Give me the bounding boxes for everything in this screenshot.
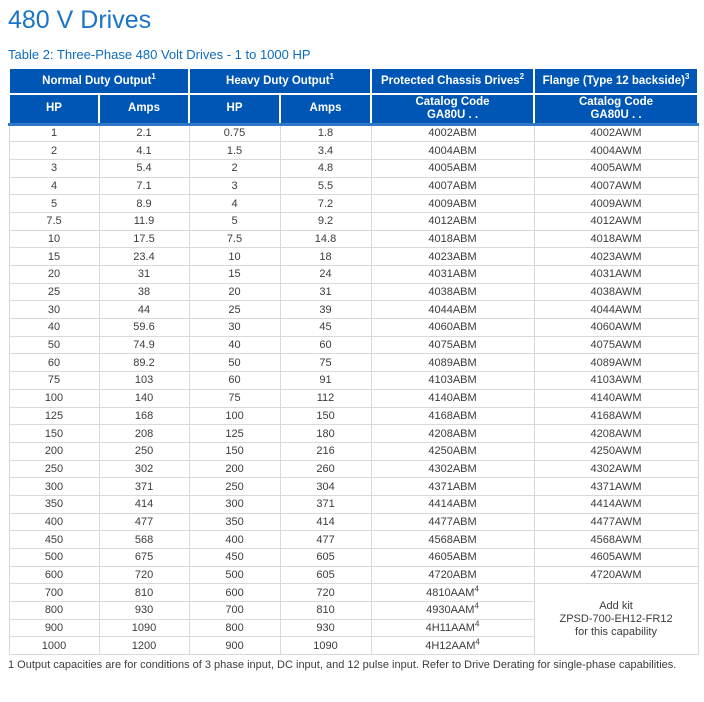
cell-protected-code: 4810AAM$^4$ [371,584,534,602]
footnote-marker: 1 [329,72,334,82]
cell-protected-code: 4250ABM [371,442,534,460]
table-row [9,283,698,301]
cell-hd-amps: 260 [280,460,371,478]
cell-hd-amps: 5.5 [280,177,371,195]
cell-hd-amps: 14.8 [280,230,371,248]
table-row [9,425,698,443]
col-header-protected-code [371,94,534,124]
group-header-heavy-duty [189,68,371,94]
cell-nd-hp: 900 [9,619,99,637]
cell-nd-hp: 150 [9,425,99,443]
cell-hd-hp: 3 [189,177,280,195]
cell-nd-hp: 600 [9,566,99,584]
cell-hd-amps: 1090 [280,637,371,655]
cell-nd-amps: 59.6 [99,319,189,337]
cell-nd-hp: 500 [9,549,99,567]
cell-flange-code: 4012AWM [534,212,698,230]
cell-nd-amps: 89.2 [99,354,189,372]
cell-nd-amps: 371 [99,478,189,496]
cell-hd-hp: 30 [189,319,280,337]
col-header-line1: Catalog Code [415,95,490,108]
footnote-marker: 4 [474,601,479,611]
cell-hd-hp: 800 [189,619,280,637]
group-label: Protected Chassis Drives [380,75,520,87]
group-header-flange [534,68,698,94]
cell-protected-code: 4103ABM [371,372,534,390]
table-row [9,549,698,567]
cell-hd-amps: 3.4 [280,142,371,160]
cell-hd-amps: 39 [280,301,371,319]
col-header-flange-code [534,94,698,124]
cell-nd-amps: 7.1 [99,177,189,195]
cell-hd-amps: 9.2 [280,212,371,230]
cell-flange-code: 4720AWM [534,566,698,584]
flange-merged-cell [534,584,698,655]
cell-hd-amps: 4.8 [280,159,371,177]
cell-hd-hp: 7.5 [189,230,280,248]
cell-hd-amps: 930 [280,619,371,637]
table-row [9,301,698,319]
col-header-hd-hp: HP [189,94,280,124]
group-header-normal-duty [9,68,189,94]
cell-flange-code: 4060AWM [534,319,698,337]
cell-nd-amps: 930 [99,602,189,620]
cell-hd-amps: 7.2 [280,195,371,213]
table-row [9,319,698,337]
cell-nd-hp: 50 [9,336,99,354]
cell-hd-amps: 371 [280,495,371,513]
table-caption: Table 2: Three-Phase 480 Volt Drives - 1 to 1000 HP [8,47,311,62]
cell-protected-code: 4371ABM [371,478,534,496]
cell-hd-amps: 605 [280,566,371,584]
cell-nd-hp: 1 [9,124,99,142]
cell-nd-hp: 7.5 [9,212,99,230]
cell-nd-amps: 168 [99,407,189,425]
cell-protected-code: 4208ABM [371,425,534,443]
cell-hd-hp: 1.5 [189,142,280,160]
cell-nd-amps: 11.9 [99,212,189,230]
cell-flange-code: 4250AWM [534,442,698,460]
cell-hd-amps: 1.8 [280,124,371,142]
footnote-marker: 4 [474,619,480,629]
col-header-nd-hp: HP [9,94,99,124]
cell-hd-amps: 60 [280,336,371,354]
table-row [9,372,698,390]
cell-hd-amps: 150 [280,407,371,425]
cell-flange-code: 4038AWM [534,283,698,301]
cell-hd-amps: 112 [280,389,371,407]
cell-nd-amps: 675 [99,549,189,567]
cell-protected-code: 4089ABM [371,354,534,372]
cell-nd-amps: 1090 [99,619,189,637]
table-row [9,159,698,177]
table-row [9,124,698,142]
cell-nd-hp: 300 [9,478,99,496]
footnote-marker: 4 [475,637,480,647]
cell-hd-hp: 300 [189,495,280,513]
cell-protected-code: 4720ABM [371,566,534,584]
cell-flange-code: 4477AWM [534,513,698,531]
table-header [9,68,698,124]
cell-hd-hp: 40 [189,336,280,354]
cell-protected-code: 4060ABM [371,319,534,337]
cell-flange-code: 4023AWM [534,248,698,266]
cell-protected-code: 4477ABM [371,513,534,531]
col-header-line2: GA80U . . [426,108,479,121]
footnote-marker: 1 [151,72,156,82]
cell-nd-hp: 3 [9,159,99,177]
cell-hd-hp: 700 [189,602,280,620]
cell-protected-code: 4044ABM [371,301,534,319]
cell-protected-code: 4568ABM [371,531,534,549]
cell-hd-amps: 810 [280,602,371,620]
cell-hd-hp: 5 [189,212,280,230]
cell-hd-hp: 15 [189,266,280,284]
cell-flange-code: 4031AWM [534,266,698,284]
cell-protected-code: 4023ABM [371,248,534,266]
table-row [9,266,698,284]
page-title: 480 V Drives [8,6,152,34]
cell-protected-code: 4302ABM [371,460,534,478]
cell-hd-hp: 0.75 [189,124,280,142]
cell-hd-amps: 605 [280,549,371,567]
cell-flange-code: 4302AWM [534,460,698,478]
cell-nd-hp: 20 [9,266,99,284]
cell-hd-amps: 477 [280,531,371,549]
cell-flange-code: 4009AWM [534,195,698,213]
cell-protected-code: 4002ABM [371,124,534,142]
cell-protected-code: 4H12AAM$^4$ [371,637,534,655]
cell-hd-hp: 2 [189,159,280,177]
cell-nd-amps: 103 [99,372,189,390]
cell-protected-code: 4168ABM [371,407,534,425]
cell-nd-amps: 2.1 [99,124,189,142]
cell-protected-code: 4038ABM [371,283,534,301]
cell-flange-code: 4140AWM [534,389,698,407]
cell-hd-hp: 250 [189,478,280,496]
cell-nd-amps: 250 [99,442,189,460]
group-label: Heavy Duty Output [226,75,330,87]
cell-hd-hp: 400 [189,531,280,549]
cell-nd-amps: 23.4 [99,248,189,266]
table-row [9,460,698,478]
cell-nd-amps: 810 [99,584,189,602]
cell-nd-hp: 5 [9,195,99,213]
table-row [9,195,698,213]
cell-hd-hp: 450 [189,549,280,567]
cell-hd-amps: 91 [280,372,371,390]
table-row [9,442,698,460]
cell-nd-amps: 477 [99,513,189,531]
cell-hd-hp: 25 [189,301,280,319]
cell-hd-hp: 75 [189,389,280,407]
cell-flange-code: 4568AWM [534,531,698,549]
cell-nd-hp: 40 [9,319,99,337]
flange-merged-line: Add kit [599,599,633,612]
cell-nd-amps: 1200 [99,637,189,655]
cell-protected-code: 4414ABM [371,495,534,513]
cell-protected-code: 4930AAM$^4$ [371,602,534,620]
cell-hd-hp: 900 [189,637,280,655]
cell-hd-amps: 720 [280,584,371,602]
cell-hd-amps: 216 [280,442,371,460]
table-row [9,566,698,584]
cell-nd-hp: 125 [9,407,99,425]
table-row [9,407,698,425]
cell-hd-hp: 350 [189,513,280,531]
table-row [9,389,698,407]
cell-hd-hp: 100 [189,407,280,425]
cell-nd-amps: 5.4 [99,159,189,177]
cell-flange-code: 4168AWM [534,407,698,425]
cell-flange-code: 4018AWM [534,230,698,248]
cell-flange-code: 4005AWM [534,159,698,177]
cell-protected-code: 4009ABM [371,195,534,213]
cell-hd-hp: 200 [189,460,280,478]
cell-nd-amps: 44 [99,301,189,319]
cell-flange-code: 4044AWM [534,301,698,319]
cell-protected-code: 4605ABM [371,549,534,567]
cell-flange-code: 4414AWM [534,495,698,513]
cell-protected-code: 4007ABM [371,177,534,195]
cell-flange-code: 4075AWM [534,336,698,354]
table-row [9,495,698,513]
drives-table [8,67,699,655]
cell-nd-hp: 800 [9,602,99,620]
cell-nd-amps: 74.9 [99,336,189,354]
col-header-line1: Catalog Code [578,95,654,108]
cell-protected-code: 4031ABM [371,266,534,284]
cell-nd-hp: 30 [9,301,99,319]
cell-nd-hp: 700 [9,584,99,602]
cell-nd-hp: 2 [9,142,99,160]
group-label: Flange (Type 12 backside) [542,75,685,87]
cell-nd-amps: 140 [99,389,189,407]
cell-flange-code: 4004AWM [534,142,698,160]
cell-nd-amps: 8.9 [99,195,189,213]
cell-protected-code: 4012ABM [371,212,534,230]
cell-hd-amps: 180 [280,425,371,443]
group-header-protected-chassis [371,68,534,94]
cell-flange-code: 4605AWM [534,549,698,567]
cell-protected-code: 4140ABM [371,389,534,407]
cell-nd-hp: 10 [9,230,99,248]
col-header-hd-amps: Amps [280,94,371,124]
cell-flange-code: 4007AWM [534,177,698,195]
cell-nd-hp: 15 [9,248,99,266]
cell-flange-code: 4208AWM [534,425,698,443]
cell-hd-amps: 18 [280,248,371,266]
cell-nd-amps: 414 [99,495,189,513]
footnote-marker: 4 [474,584,479,594]
cell-nd-hp: 250 [9,460,99,478]
cell-hd-hp: 60 [189,372,280,390]
table-row [9,478,698,496]
flange-merged-line: for this capability [575,625,657,638]
table-row [9,212,698,230]
table-row [9,336,698,354]
cell-nd-amps: 4.1 [99,142,189,160]
footnote: 1 Output capacities are for conditions of 3 phase input, DC input, and 12 pulse input. Refer to Drive Derating for single-phase capabilities. [8,659,677,672]
cell-protected-code: 4018ABM [371,230,534,248]
cell-nd-hp: 400 [9,513,99,531]
cell-nd-amps: 17.5 [99,230,189,248]
cell-nd-amps: 568 [99,531,189,549]
table-row [9,531,698,549]
cell-hd-amps: 31 [280,283,371,301]
cell-hd-hp: 50 [189,354,280,372]
footnote-marker: 2 [519,72,525,82]
cell-nd-hp: 200 [9,442,99,460]
cell-nd-hp: 25 [9,283,99,301]
table-body [9,124,698,655]
col-header-nd-amps: Amps [99,94,189,124]
cell-hd-amps: 45 [280,319,371,337]
flange-merged-line: ZPSD-700-EH12-FR12 [559,612,673,625]
cell-hd-amps: 414 [280,513,371,531]
cell-hd-hp: 4 [189,195,280,213]
cell-hd-hp: 150 [189,442,280,460]
cell-hd-hp: 600 [189,584,280,602]
table-row [9,354,698,372]
cell-nd-amps: 38 [99,283,189,301]
cell-nd-hp: 100 [9,389,99,407]
cell-nd-hp: 450 [9,531,99,549]
cell-hd-hp: 10 [189,248,280,266]
cell-hd-amps: 75 [280,354,371,372]
cell-protected-code: 4005ABM [371,159,534,177]
table-row [9,513,698,531]
cell-hd-hp: 20 [189,283,280,301]
cell-nd-hp: 350 [9,495,99,513]
table-row [9,584,698,602]
cell-nd-hp: 1000 [9,637,99,655]
cell-nd-hp: 75 [9,372,99,390]
cell-flange-code: 4089AWM [534,354,698,372]
table-row [9,177,698,195]
cell-protected-code: 4075ABM [371,336,534,354]
cell-hd-amps: 304 [280,478,371,496]
cell-nd-amps: 208 [99,425,189,443]
cell-flange-code: 4002AWM [534,124,698,142]
cell-protected-code: 4004ABM [371,142,534,160]
footnote-marker: 3 [684,72,690,82]
cell-nd-hp: 4 [9,177,99,195]
cell-hd-amps: 24 [280,266,371,284]
cell-protected-code: 4H11AAM$^4$ [371,619,534,637]
group-label: Normal Duty Output [42,75,152,87]
table-row [9,230,698,248]
table-row [9,142,698,160]
cell-hd-hp: 500 [189,566,280,584]
cell-flange-code: 4103AWM [534,372,698,390]
cell-nd-amps: 31 [99,266,189,284]
cell-nd-amps: 720 [99,566,189,584]
table-row [9,248,698,266]
cell-hd-hp: 125 [189,425,280,443]
col-header-line2: GA80U . . [590,108,642,121]
cell-flange-code: 4371AWM [534,478,698,496]
cell-nd-hp: 60 [9,354,99,372]
cell-nd-amps: 302 [99,460,189,478]
